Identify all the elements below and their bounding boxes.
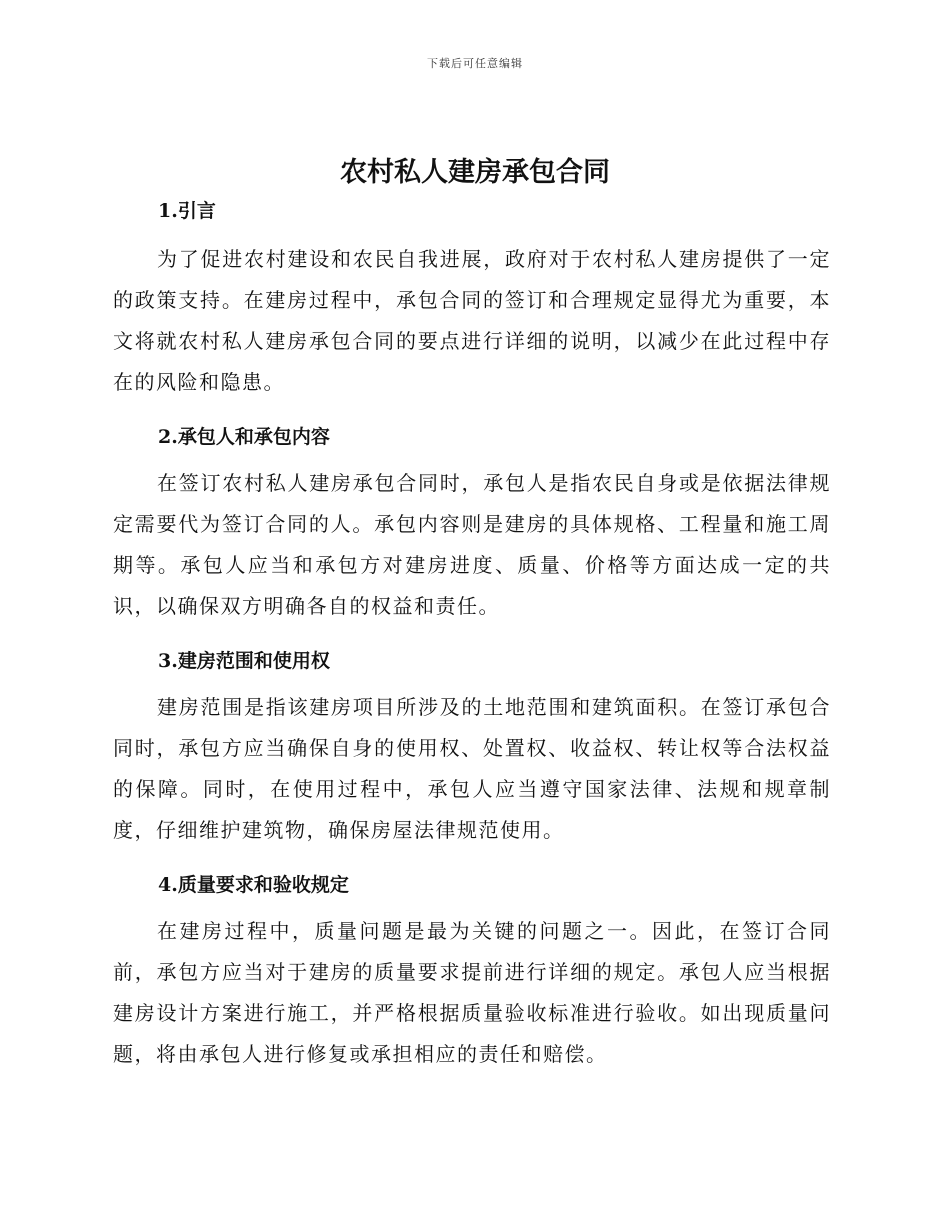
- document-body: [113, 195, 831, 1075]
- section-heading-1: 1.引言: [158, 200, 216, 222]
- section-heading-3: 3.建房范围和使用权: [158, 650, 330, 672]
- header-note: 下载后可任意编辑: [427, 57, 523, 70]
- section-heading-2: 2.承包人和承包内容: [158, 426, 330, 448]
- section-body-2: 在签订农村私人建房承包合同时，承包人是指农民自身或是依据法律规定需要代为签订合同的人。承包内容则是建房的具体规格、工程量和施工周期等。承包人应当和承包方对建房进度、质量、价格等方面达成一定的共识，以确保双方明确各自的权益和责任。: [113, 471, 831, 618]
- section-body-4: 在建房过程中，质量问题是最为关键的问题之一。因此，在签订合同前，承包方应当对于建房的质量要求提前进行详细的规定。承包人应当根据建房设计方案进行施工，并严格根据质量验收标准进行验收。如出现质量问题，将由承包人进行修复或承担相应的责任和赔偿。: [113, 919, 831, 1066]
- section-heading-4: 4.质量要求和验收规定: [158, 874, 349, 896]
- section-body-1: 为了促进农村建设和农民自我进展，政府对于农村私人建房提供了一定的政策支持。在建房过程中，承包合同的签订和合理规定显得尤为重要，本文将就农村私人建房承包合同的要点进行详细的说明，以减少在此过程中存在的风险和隐患。: [113, 247, 831, 394]
- document-title: 农村私人建房承包合同: [340, 157, 610, 188]
- section-body-3: 建房范围是指该建房项目所涉及的土地范围和建筑面积。在签订承包合同时，承包方应当确保自身的使用权、处置权、收益权、转让权等合法权益的保障。同时，在使用过程中，承包人应当遵守国家法律、法规和规章制度，仔细维护建筑物，确保房屋法律规范使用。: [113, 695, 831, 842]
